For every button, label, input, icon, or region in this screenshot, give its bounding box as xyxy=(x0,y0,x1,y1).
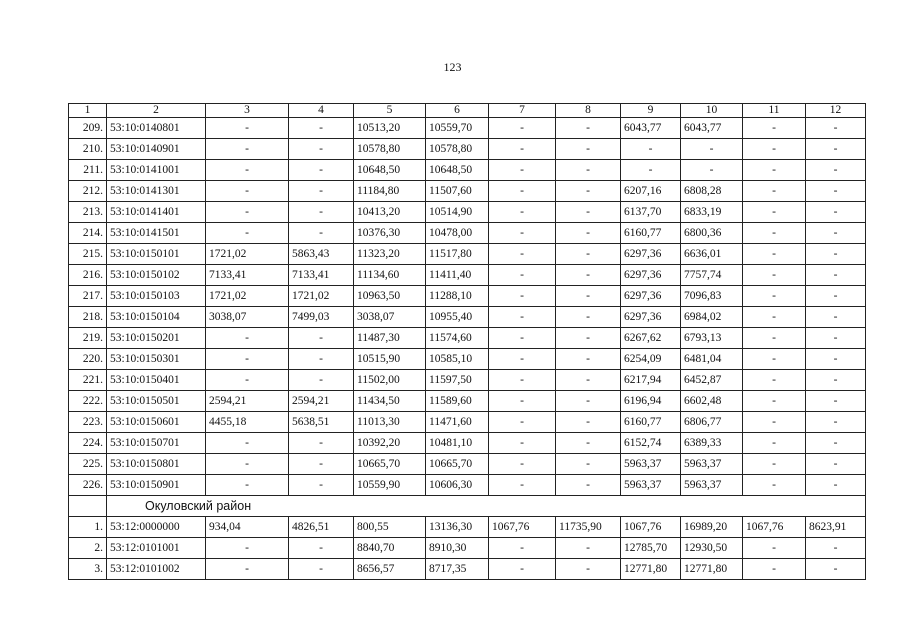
table-cell: 53:10:0150701 xyxy=(107,433,206,454)
table-cell: - xyxy=(556,391,621,412)
table-cell: 4826,51 xyxy=(289,517,354,538)
table-cell: - xyxy=(289,370,354,391)
table-row xyxy=(69,265,866,286)
table-cell: - xyxy=(489,328,556,349)
table-cell: - xyxy=(806,391,866,412)
table-cell: - xyxy=(556,265,621,286)
table-cell: 53:10:0150101 xyxy=(107,244,206,265)
table-cell: 53:10:0150102 xyxy=(107,265,206,286)
section-row xyxy=(69,496,866,517)
table-cell: 222. xyxy=(69,391,107,412)
table-cell: 10648,50 xyxy=(354,160,426,181)
table-cell: - xyxy=(206,370,289,391)
table-cell: 53:10:0150104 xyxy=(107,307,206,328)
table-row xyxy=(69,223,866,244)
table-cell: - xyxy=(556,559,621,580)
table-cell: 6267,62 xyxy=(621,328,681,349)
table-cell: 11517,80 xyxy=(426,244,489,265)
table-cell: 220. xyxy=(69,349,107,370)
table-cell: - xyxy=(289,118,354,139)
table-row xyxy=(69,349,866,370)
table-row xyxy=(69,307,866,328)
table-cell: 53:10:0150901 xyxy=(107,475,206,496)
table-cell: 6481,04 xyxy=(681,349,743,370)
table-cell: 11134,60 xyxy=(354,265,426,286)
table-cell: 10515,90 xyxy=(354,349,426,370)
table-cell: 53:10:0150501 xyxy=(107,391,206,412)
table-cell: - xyxy=(743,349,806,370)
table-cell: - xyxy=(806,307,866,328)
table-cell: - xyxy=(621,139,681,160)
section-body xyxy=(69,496,866,517)
table-cell: 6297,36 xyxy=(621,286,681,307)
table-cell: - xyxy=(806,181,866,202)
table-row xyxy=(69,202,866,223)
group1-body xyxy=(69,118,866,496)
table-cell: 7499,03 xyxy=(289,307,354,328)
column-header: 7 xyxy=(489,104,556,118)
table-cell: 5963,37 xyxy=(621,475,681,496)
table-cell: 53:10:0140901 xyxy=(107,139,206,160)
table-cell: 1067,76 xyxy=(621,517,681,538)
table-cell: 10559,90 xyxy=(354,475,426,496)
table-cell: - xyxy=(556,307,621,328)
table-cell: - xyxy=(556,118,621,139)
table-cell: 5863,43 xyxy=(289,244,354,265)
table-cell: 6160,77 xyxy=(621,223,681,244)
table-cell: - xyxy=(289,559,354,580)
table-cell: 10955,40 xyxy=(426,307,489,328)
table-cell: 13136,30 xyxy=(426,517,489,538)
table-cell: - xyxy=(556,244,621,265)
table-cell: 7096,83 xyxy=(681,286,743,307)
table-cell: 3. xyxy=(69,559,107,580)
table-cell: 6217,94 xyxy=(621,370,681,391)
table-row xyxy=(69,391,866,412)
table-cell: 53:12:0101001 xyxy=(107,538,206,559)
table-cell: 6793,13 xyxy=(681,328,743,349)
table-cell: - xyxy=(489,559,556,580)
table-cell: - xyxy=(289,202,354,223)
table-cell: 5963,37 xyxy=(681,475,743,496)
table-cell: 1067,76 xyxy=(489,517,556,538)
table-cell: - xyxy=(556,433,621,454)
table-cell: 53:10:0150401 xyxy=(107,370,206,391)
table-cell: - xyxy=(806,118,866,139)
table-cell: 6207,16 xyxy=(621,181,681,202)
table-cell: 53:10:0150801 xyxy=(107,454,206,475)
table-cell: 12771,80 xyxy=(681,559,743,580)
table-cell: 8717,35 xyxy=(426,559,489,580)
table-cell: - xyxy=(489,538,556,559)
table-cell: - xyxy=(556,475,621,496)
table-cell: 1721,02 xyxy=(206,244,289,265)
table-cell: 8623,91 xyxy=(806,517,866,538)
table-cell: 3038,07 xyxy=(354,307,426,328)
table-cell: - xyxy=(489,475,556,496)
table-cell: - xyxy=(206,223,289,244)
table-cell: 10376,30 xyxy=(354,223,426,244)
table-cell: 53:10:0141301 xyxy=(107,181,206,202)
table-cell: - xyxy=(289,139,354,160)
table-cell: 5963,37 xyxy=(621,454,681,475)
table-cell: - xyxy=(743,139,806,160)
table-cell: 11471,60 xyxy=(426,412,489,433)
table-cell: - xyxy=(743,118,806,139)
table-cell: - xyxy=(806,202,866,223)
table-cell: 3038,07 xyxy=(206,307,289,328)
table-cell: - xyxy=(206,454,289,475)
table-cell: - xyxy=(489,412,556,433)
column-header: 4 xyxy=(289,104,354,118)
table-cell: 10665,70 xyxy=(426,454,489,475)
table-cell: 215. xyxy=(69,244,107,265)
group2-body xyxy=(69,517,866,580)
table-cell: 6984,02 xyxy=(681,307,743,328)
table-cell: - xyxy=(489,181,556,202)
table-cell: 6297,36 xyxy=(621,244,681,265)
table-cell: - xyxy=(206,118,289,139)
table-cell: - xyxy=(556,454,621,475)
table-cell: 16989,20 xyxy=(681,517,743,538)
table-cell: 53:12:0000000 xyxy=(107,517,206,538)
table-row xyxy=(69,244,866,265)
table-cell: - xyxy=(806,475,866,496)
table-row xyxy=(69,139,866,160)
table-cell: 1. xyxy=(69,517,107,538)
table-cell: - xyxy=(806,139,866,160)
table-cell: 1067,76 xyxy=(743,517,806,538)
table-cell: - xyxy=(206,328,289,349)
table-cell: 6452,87 xyxy=(681,370,743,391)
column-header: 5 xyxy=(354,104,426,118)
table-cell: - xyxy=(621,160,681,181)
table-cell: - xyxy=(489,244,556,265)
table-cell: 11574,60 xyxy=(426,328,489,349)
table-cell: 226. xyxy=(69,475,107,496)
table-cell: 6160,77 xyxy=(621,412,681,433)
table-cell: - xyxy=(206,475,289,496)
table-row xyxy=(69,475,866,496)
table-cell: - xyxy=(206,349,289,370)
table-cell: 2594,21 xyxy=(206,391,289,412)
table-cell: 53:10:0150103 xyxy=(107,286,206,307)
table-cell: 12930,50 xyxy=(681,538,743,559)
table-cell: - xyxy=(681,160,743,181)
table-cell: - xyxy=(289,454,354,475)
table-cell: - xyxy=(743,244,806,265)
table-cell: - xyxy=(556,349,621,370)
table-cell: - xyxy=(743,307,806,328)
table-cell: - xyxy=(556,160,621,181)
table-cell: - xyxy=(206,559,289,580)
table-cell: 8840,70 xyxy=(354,538,426,559)
table-cell: 225. xyxy=(69,454,107,475)
table-cell: - xyxy=(206,538,289,559)
table-cell: 10606,30 xyxy=(426,475,489,496)
table-row xyxy=(69,559,866,580)
table-cell: 53:10:0150201 xyxy=(107,328,206,349)
table-cell: - xyxy=(489,307,556,328)
table-cell: 11589,60 xyxy=(426,391,489,412)
table-cell: 2594,21 xyxy=(289,391,354,412)
table-cell: 209. xyxy=(69,118,107,139)
table-cell: - xyxy=(556,223,621,244)
table-cell: - xyxy=(556,370,621,391)
table-cell: - xyxy=(806,370,866,391)
table-row xyxy=(69,412,866,433)
table-row xyxy=(69,181,866,202)
table-cell: 800,55 xyxy=(354,517,426,538)
column-header: 11 xyxy=(743,104,806,118)
table-cell: 6636,01 xyxy=(681,244,743,265)
table-cell: 210. xyxy=(69,139,107,160)
table-cell: - xyxy=(743,391,806,412)
table-cell: 6602,48 xyxy=(681,391,743,412)
table-cell: - xyxy=(743,538,806,559)
table-cell: - xyxy=(806,223,866,244)
table-cell: - xyxy=(489,202,556,223)
table-cell: - xyxy=(556,139,621,160)
table-cell: - xyxy=(556,412,621,433)
table-cell: - xyxy=(806,349,866,370)
table-cell: 53:10:0141501 xyxy=(107,223,206,244)
table-cell: - xyxy=(806,328,866,349)
table-row xyxy=(69,118,866,139)
table-cell: 6043,77 xyxy=(681,118,743,139)
table-cell: - xyxy=(743,286,806,307)
table-cell: 10392,20 xyxy=(354,433,426,454)
table-cell: - xyxy=(289,328,354,349)
table-cell: 6833,19 xyxy=(681,202,743,223)
table-cell: - xyxy=(806,286,866,307)
table-cell: 6137,70 xyxy=(621,202,681,223)
table-cell: - xyxy=(806,160,866,181)
table-cell: 10963,50 xyxy=(354,286,426,307)
table-cell: 53:10:0150301 xyxy=(107,349,206,370)
table-cell: - xyxy=(743,181,806,202)
table-cell: 212. xyxy=(69,181,107,202)
table-cell: - xyxy=(806,538,866,559)
table-header xyxy=(69,104,866,118)
table-cell: 53:10:0150601 xyxy=(107,412,206,433)
table-row xyxy=(69,286,866,307)
table-cell: - xyxy=(206,202,289,223)
column-header: 12 xyxy=(806,104,866,118)
table-cell: 6254,09 xyxy=(621,349,681,370)
page-number: 123 xyxy=(443,60,462,74)
table-cell: 214. xyxy=(69,223,107,244)
table-cell: - xyxy=(289,475,354,496)
table-cell: 223. xyxy=(69,412,107,433)
table-cell: 10514,90 xyxy=(426,202,489,223)
table-row xyxy=(69,328,866,349)
table-cell: 10665,70 xyxy=(354,454,426,475)
table-cell: - xyxy=(806,244,866,265)
table-cell: - xyxy=(489,370,556,391)
column-header: 10 xyxy=(681,104,743,118)
table-cell: 2. xyxy=(69,538,107,559)
table-cell: 219. xyxy=(69,328,107,349)
table-cell: - xyxy=(743,265,806,286)
table-cell: 213. xyxy=(69,202,107,223)
table-cell: 11411,40 xyxy=(426,265,489,286)
table-cell: 10513,20 xyxy=(354,118,426,139)
table-cell: 6808,28 xyxy=(681,181,743,202)
table-row xyxy=(69,538,866,559)
table-cell: - xyxy=(806,559,866,580)
table-cell: 217. xyxy=(69,286,107,307)
table-row xyxy=(69,160,866,181)
table-cell: - xyxy=(489,265,556,286)
table-cell: 211. xyxy=(69,160,107,181)
table-cell: 12771,80 xyxy=(621,559,681,580)
table-cell: - xyxy=(806,265,866,286)
table-cell: - xyxy=(743,412,806,433)
table-cell: 11013,30 xyxy=(354,412,426,433)
table-cell: - xyxy=(289,349,354,370)
table-cell: - xyxy=(289,223,354,244)
table-cell: 4455,18 xyxy=(206,412,289,433)
table-cell: - xyxy=(556,202,621,223)
table-cell: - xyxy=(289,433,354,454)
table-cell: - xyxy=(743,328,806,349)
table-cell: 6389,33 xyxy=(681,433,743,454)
table-cell: - xyxy=(489,433,556,454)
column-header: 8 xyxy=(556,104,621,118)
table-cell: - xyxy=(289,181,354,202)
table-cell: 7133,41 xyxy=(206,265,289,286)
table-cell: - xyxy=(806,433,866,454)
table-cell: 6196,94 xyxy=(621,391,681,412)
table-cell: 53:12:0101002 xyxy=(107,559,206,580)
table-cell: 10559,70 xyxy=(426,118,489,139)
table-cell: - xyxy=(206,160,289,181)
table-cell: - xyxy=(743,370,806,391)
section-title: Окуловский район xyxy=(107,496,866,517)
table-cell: - xyxy=(743,559,806,580)
table-cell: - xyxy=(743,433,806,454)
table-cell: 6297,36 xyxy=(621,265,681,286)
table-cell: 11184,80 xyxy=(354,181,426,202)
table-cell: 934,04 xyxy=(206,517,289,538)
table-cell: 11507,60 xyxy=(426,181,489,202)
table-cell: - xyxy=(681,139,743,160)
table-cell: 6297,36 xyxy=(621,307,681,328)
table-row xyxy=(69,517,866,538)
table-cell: 7133,41 xyxy=(289,265,354,286)
table-cell: - xyxy=(743,160,806,181)
table-row xyxy=(69,454,866,475)
table-cell: - xyxy=(556,538,621,559)
column-header: 3 xyxy=(206,104,289,118)
table-cell: - xyxy=(806,454,866,475)
section-cell-index xyxy=(69,496,107,517)
header-row xyxy=(69,104,866,118)
table-cell: 53:10:0141001 xyxy=(107,160,206,181)
table-row xyxy=(69,370,866,391)
table-cell: - xyxy=(289,160,354,181)
table-cell: - xyxy=(489,223,556,244)
data-table xyxy=(68,103,866,580)
table-cell: 6043,77 xyxy=(621,118,681,139)
table-cell: - xyxy=(489,349,556,370)
table-cell: - xyxy=(743,475,806,496)
table-cell: - xyxy=(489,160,556,181)
table-cell: - xyxy=(206,139,289,160)
table-cell: 5963,37 xyxy=(681,454,743,475)
column-header: 6 xyxy=(426,104,489,118)
table-cell: 53:10:0141401 xyxy=(107,202,206,223)
table-cell: 8910,30 xyxy=(426,538,489,559)
table-cell: 8656,57 xyxy=(354,559,426,580)
table-cell: 10578,80 xyxy=(426,139,489,160)
table-cell: 7757,74 xyxy=(681,265,743,286)
table-cell: - xyxy=(806,412,866,433)
table-cell: 11502,00 xyxy=(354,370,426,391)
table-cell: - xyxy=(206,433,289,454)
table-cell: - xyxy=(743,202,806,223)
table-cell: - xyxy=(489,118,556,139)
table-cell: 1721,02 xyxy=(206,286,289,307)
table-cell: - xyxy=(289,538,354,559)
table-cell: 53:10:0140801 xyxy=(107,118,206,139)
table-cell: - xyxy=(489,139,556,160)
table-row xyxy=(69,433,866,454)
table-cell: - xyxy=(556,181,621,202)
table-cell: 10578,80 xyxy=(354,139,426,160)
table-cell: 10585,10 xyxy=(426,349,489,370)
table-cell: 11735,90 xyxy=(556,517,621,538)
column-header: 2 xyxy=(107,104,206,118)
table-cell: 11323,20 xyxy=(354,244,426,265)
table-cell: 12785,70 xyxy=(621,538,681,559)
table-cell: 6800,36 xyxy=(681,223,743,244)
table-cell: 1721,02 xyxy=(289,286,354,307)
table-cell: 10413,20 xyxy=(354,202,426,223)
table-cell: 218. xyxy=(69,307,107,328)
table-cell: 216. xyxy=(69,265,107,286)
table-cell: 224. xyxy=(69,433,107,454)
table-cell: 6152,74 xyxy=(621,433,681,454)
table-cell: 10481,10 xyxy=(426,433,489,454)
column-header: 1 xyxy=(69,104,107,118)
table-cell: - xyxy=(743,223,806,244)
column-header: 9 xyxy=(621,104,681,118)
table-cell: 11288,10 xyxy=(426,286,489,307)
table-cell: 5638,51 xyxy=(289,412,354,433)
table-cell: 11597,50 xyxy=(426,370,489,391)
table-cell: 10648,50 xyxy=(426,160,489,181)
table-cell: - xyxy=(489,286,556,307)
table-cell: - xyxy=(556,328,621,349)
table-cell: 11487,30 xyxy=(354,328,426,349)
table-cell: 10478,00 xyxy=(426,223,489,244)
table-cell: 221. xyxy=(69,370,107,391)
table-cell: - xyxy=(206,181,289,202)
table-cell: - xyxy=(556,286,621,307)
table-cell: - xyxy=(743,454,806,475)
table-cell: - xyxy=(489,391,556,412)
table-cell: 6806,77 xyxy=(681,412,743,433)
table-cell: - xyxy=(489,454,556,475)
table-cell: 11434,50 xyxy=(354,391,426,412)
